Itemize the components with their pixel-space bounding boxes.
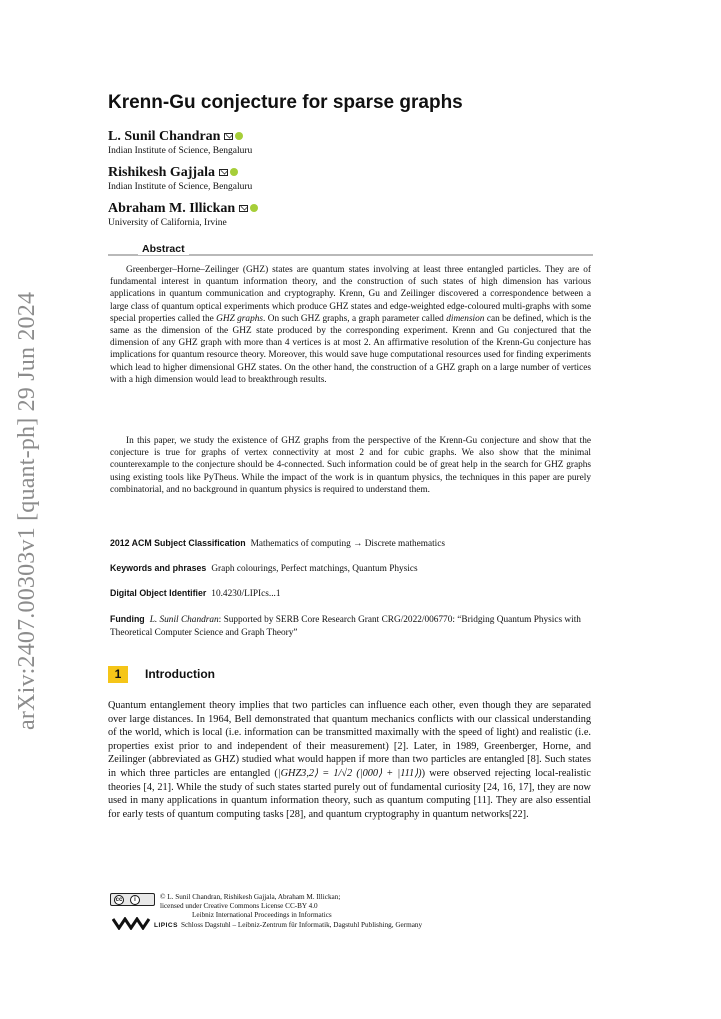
author-name: Rishikesh Gajjala <box>108 165 215 180</box>
doi: Digital Object Identifier 10.4230/LIPIcs...1 <box>110 588 281 599</box>
doi-link[interactable]: 10.4230/LIPIcs...1 <box>211 589 281 599</box>
author-block-2 <box>108 161 252 192</box>
license-footer <box>154 893 423 930</box>
arxiv-identifier-stamp: arXiv:2407.00303v1 [quant-ph] 29 Jun 2024 <box>14 291 40 730</box>
author-name: L. Sunil Chandran <box>108 129 221 144</box>
orcid-icon[interactable] <box>250 204 258 212</box>
paper-title: Krenn-Gu conjecture for sparse graphs <box>108 92 463 113</box>
email-icon[interactable] <box>239 205 248 212</box>
section-number-badge: 1 <box>108 666 128 683</box>
introduction-paragraph: Quantum entanglement theory implies that two particles can influence each other, even though they are separated over large distances. In 1964, Bell demonstrated that quantum mechanics conflicts with our classical understanding of the world, which is local (i.e. information can be transmitted maximally with the speed of light) and realistic (i.e. properties exist prior to and independent of their measurement) [2]. Later, in 1989, Greenberger, Horne, and Zeilinger (abbreviated as GHZ) studied what would happen if more than two particles are entangled [8]. Such states in which three particles are entangled (|GHZ3,2⟩ = 1/√2 (|000⟩ + |111⟩)) were observed rejecting local-realistic theories [4, 21]. While the study of such states started purely out of fundamental curiosity [24, 16, 17], they are now used in many applications in quantum information theory, such as quantum computing [11]. They are also essential for early tests of quantum computing tasks [28], and quantum cryptography in quantum networks[22]. <box>108 700 591 820</box>
author-affiliation: University of California, Irvine <box>108 218 227 228</box>
author-block-3 <box>108 197 258 228</box>
section-title: Introduction <box>145 667 215 681</box>
orcid-icon[interactable] <box>230 168 238 176</box>
orcid-icon[interactable] <box>235 132 243 140</box>
license-line: licensed under Creative Commons License CC-BY 4.0 <box>160 902 318 911</box>
keywords: Keywords and phrases Graph colourings, Perfect matchings, Quantum Physics <box>110 563 418 574</box>
abstract-paragraph-1: Greenberger–Horne–Zeilinger (GHZ) states are quantum states involving at least three entangled particles. They are of fundamental interest in quantum information theory, and the construction of such states of high dimension has various applications in quantum communication and cryptography. Krenn, Gu and Zeilinger discovered a correspondence between a large class of quantum optical experiments which produce GHZ states and edge-weighted edge-coloured multi-graphs with some special properties called the GHZ graphs. On such GHZ graphs, a graph parameter called dimension can be defined, which is the same as the dimension of the GHZ state produced by the corresponding experiment. Krenn and Gu conjectured that the dimension of any GHZ graph with more than 4 vertices is at most 2. An affirmative resolution of the Krenn-Gu conjecture has implications for quantum resource theory. Moreover, this would save huge computational resources used for finding experiments which lead to higher dimensional GHZ states. On the other hand, the construction of a GHZ graph on a large number of vertices with a high dimension would lead to breakthrough results. <box>110 265 592 385</box>
email-icon[interactable] <box>219 169 228 176</box>
lipics-logo-icon <box>112 917 152 930</box>
author-affiliation: Indian Institute of Science, Bengaluru <box>108 182 253 192</box>
proceedings-line: Leibniz International Proceedings in Informatics <box>192 911 332 920</box>
acm-classification: 2012 ACM Subject Classification Mathematics of computing → Discrete mathematics <box>110 538 445 549</box>
abstract-heading: Abstract <box>138 243 189 255</box>
funding: Funding L. Sunil Chandran: Supported by SERB Core Research Grant CRG/2022/006770: “Bridging Quantum Physics with Theoretical Computer Science and Graph Theory” <box>110 614 581 638</box>
cc-by-license-icon[interactable]: cc i <box>110 893 155 906</box>
author-affiliation: Indian Institute of Science, Bengaluru <box>108 146 253 156</box>
publisher-line: LIPICS Schloss Dagstuhl – Leibniz-Zentrum für Informatik, Dagstuhl Publishing, Germany <box>154 920 423 929</box>
ghz-formula: |GHZ3,2⟩ = 1/√2 (|000⟩ + |111⟩) <box>277 767 422 779</box>
author-block-1 <box>108 125 252 156</box>
copyright-line: © L. Sunil Chandran, Rishikesh Gajjala, Abraham M. Illickan; <box>160 893 341 901</box>
email-icon[interactable] <box>224 133 233 140</box>
abstract-paragraph-2: In this paper, we study the existence of GHZ graphs from the perspective of the Krenn-Gu conjecture and show that the conjecture is true for graphs of vertex connectivity at most 2 and for cubic graphs. We also show that the minimal counterexample to the conjecture should be 4-connected. Such information could be of great help in the search for GHZ graphs using existing tools like PyTheus. While the impact of the work is in quantum physics, the techniques in this paper are purely combinatorial, and no background in quantum physics is required to understand them. <box>110 436 591 495</box>
author-name: Abraham M. Illickan <box>108 201 236 216</box>
